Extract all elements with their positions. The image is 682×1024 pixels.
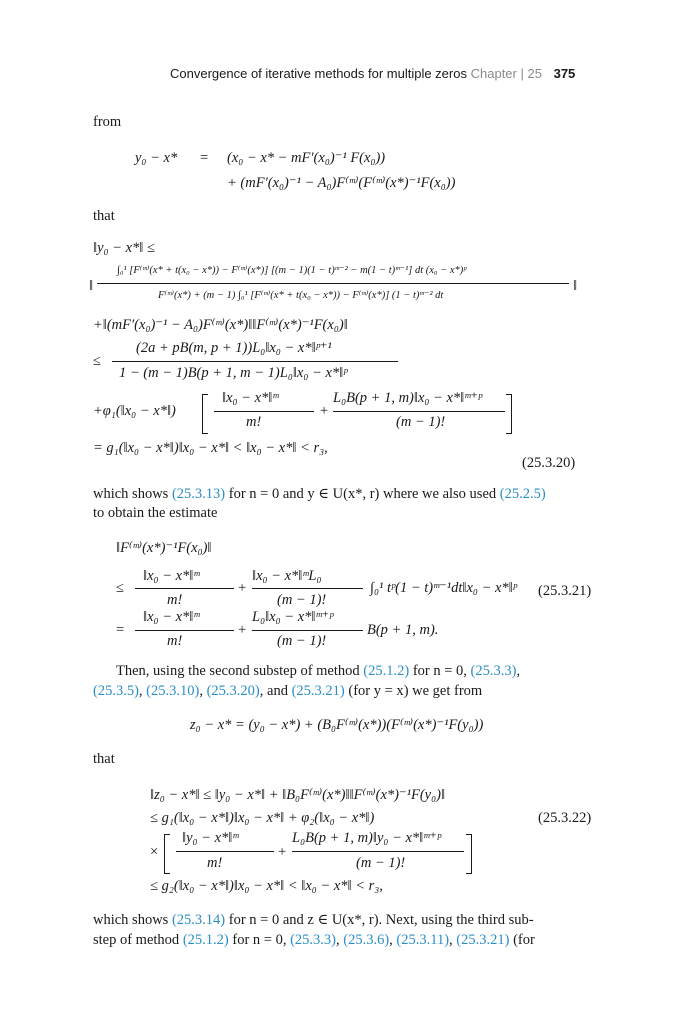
eq1-rhs-line1: (x₀ − x* − mF′(x₀)⁻¹ F(x₀)) (227, 150, 386, 166)
norm-plus-term: +‖(mF′(x₀)⁻¹ − A₀)F⁽ᵐ⁾(x*)‖‖F⁽ᵐ⁾(x*)⁻¹F(x₀)‖ (93, 317, 348, 333)
header-title: Convergence of iterative methods for multiple zeros (170, 66, 467, 81)
bracket1-frac-a-num: ‖x₀ − x*‖ᵐ (222, 390, 279, 406)
paragraph-then-line1 (116, 663, 520, 680)
text-fragment: = x (381, 683, 404, 699)
text-fragment: ∈ U(x*, r (313, 912, 374, 928)
text-fragment: , (449, 932, 457, 948)
ref-25-3-13[interactable]: (25.3.13) (171, 486, 226, 502)
est-beta-tail: B(p + 1, m). (367, 622, 439, 638)
text-fragment: , (336, 932, 344, 948)
eq-z0: z₀ − x* = (y₀ − x*) + (B₀F⁽ᵐ⁾(x*))(F⁽ᵐ⁾(x*)⁻¹F(y₀)) (190, 717, 484, 733)
text-fragment: step of method (93, 932, 183, 948)
paragraph-then-line2 (93, 683, 482, 700)
bracket-left-2 (164, 834, 170, 874)
text-fragment: for n = 0, (228, 932, 291, 948)
bracket1-frac-b-num: L₀B(p + 1, m)‖x₀ − x*‖ᵐ⁺ᵖ (333, 390, 483, 406)
big-fraction-rule (97, 283, 569, 284)
est-plus-2: + (238, 622, 247, 638)
ref-25-3-3-b[interactable]: (25.3.3) (290, 932, 336, 948)
eq1-rhs-line2: + (mF′(x₀)⁻¹ − A₀)F⁽ᵐ⁾(F⁽ᵐ⁾(x*)⁻¹F(x₀)) (227, 175, 456, 191)
paragraph-which-shows-1 (93, 486, 546, 503)
ref-25-3-5[interactable]: (25.3.5) (93, 683, 139, 699)
est-frac-b-rule (252, 588, 363, 589)
z-line4: ≤ g₂(‖x₀ − x*‖)‖x₀ − x*‖ < ‖x₀ − x*‖ < r₃, (150, 878, 383, 894)
est-frac-d-num: L₀‖x₀ − x*‖ᵐ⁺ᵖ (252, 609, 334, 625)
ref-25-3-14[interactable]: (25.3.14) (171, 912, 226, 928)
bracket-right-2 (466, 834, 472, 874)
ref-25-3-6[interactable]: (25.3.6) (343, 932, 390, 948)
eq-number-25-3-22: (25.3.22) (538, 810, 592, 826)
eq1-lhs: y₀ − x* (135, 150, 178, 166)
ref-25-1-2-b[interactable]: (25.1.2) (182, 932, 229, 948)
text-fragment: which shows (93, 912, 172, 928)
est-frac-a-rule (135, 588, 234, 589)
frac1-rule (112, 361, 398, 362)
est-le: ≤ (116, 580, 124, 596)
z-frac-a-den: m! (207, 855, 223, 871)
bracket1-frac-a-rule (214, 411, 314, 412)
z-frac-b-num: L₀B(p + 1, m)‖y₀ − x*‖ᵐ⁺ᵖ (292, 830, 442, 846)
text-fragment: , (138, 683, 147, 699)
frac1-numerator: (2a + pB(m, p + 1))L₀‖x₀ − x*‖ᵖ⁺¹ (136, 340, 332, 356)
text-fragment: ). Next, using the third sub- (373, 912, 534, 928)
est-plus: + (238, 580, 247, 596)
eq1-equals: = (200, 150, 209, 166)
est-eq: = (116, 622, 125, 638)
big-fraction-numerator: ∫₀¹ [F⁽ᵐ⁾(x* + t(x₀ − x*)) − F⁽ᵐ⁾(x*)] [(m − 1)(1 − t)ᵐ⁻² − m(1 − t)ᵐ⁻¹] dt (x₀ − x*)ᵖ (117, 265, 467, 276)
z-frac-a-rule (176, 851, 274, 852)
est-frac-c-num: ‖x₀ − x*‖ᵐ (143, 609, 200, 625)
ref-25-2-5[interactable]: (25.2.5) (499, 486, 546, 502)
ref-25-3-11[interactable]: (25.3.11) (396, 932, 450, 948)
est-frac-d-rule (252, 630, 363, 631)
z-line1: ‖z₀ − x*‖ ≤ ‖y₀ − x*‖ + ‖B₀F⁽ᵐ⁾(x*)‖‖F⁽ᵐ⁾(x*)⁻¹F(y₀)‖ (150, 787, 446, 803)
word-that-2: that (93, 751, 115, 767)
ref-25-1-2[interactable]: (25.1.2) (363, 663, 410, 679)
est-integral: ∫₀¹ tᵖ(1 − t)ᵐ⁻¹dt‖x₀ − x*‖ᵖ (370, 580, 517, 596)
running-header (170, 66, 575, 81)
text-fragment: ∈ U(x*, r (314, 486, 375, 502)
ref-25-3-20[interactable]: (25.3.20) (206, 683, 260, 699)
paragraph-step-line (93, 932, 535, 949)
z-plus: + (278, 844, 287, 860)
bracket1-frac-b-rule (333, 411, 505, 412)
bracket1-frac-b-den: (m − 1)! (396, 414, 446, 430)
z-frac-b-den: (m − 1)! (356, 855, 406, 871)
header-separator: | (520, 66, 524, 81)
ref-25-3-21[interactable]: (25.3.21) (291, 683, 345, 699)
phi1-term: +φ₁(‖x₀ − x*‖) (93, 403, 176, 419)
header-chapter-label: Chapter (470, 66, 517, 81)
text-fragment: for n = 0, (409, 663, 471, 679)
est-frac-c-den: m! (167, 633, 183, 649)
text-fragment: ) where we also used (374, 486, 500, 502)
frac1-denominator: 1 − (m − 1)B(p + 1, m − 1)L₀‖x₀ − x*‖ᵖ (119, 365, 348, 381)
eq-number-25-3-21: (25.3.21) (538, 583, 592, 599)
ref-25-3-3[interactable]: (25.3.3) (470, 663, 517, 679)
text-fragment: Then, using the second substep of method (116, 663, 364, 679)
page-number: 375 (553, 66, 576, 81)
est-frac-a-num: ‖x₀ − x*‖ᵐ (143, 568, 200, 584)
text-fragment: (for (509, 932, 535, 948)
bracket1-frac-a-den: m! (246, 414, 262, 430)
big-fraction-denominator: F⁽ᵐ⁾(x*) + (m − 1) ∫₀¹ [F⁽ᵐ⁾(x* + t(x₀ − x*)) − F⁽ᵐ⁾(x*)] (1 − t)ᵐ⁻² dt (158, 290, 444, 301)
est-frac-c-rule (135, 630, 234, 631)
text-fragment: for n = 0 and y (225, 486, 315, 502)
bracket1-plus: + (320, 403, 329, 419)
text-to-obtain: to obtain the estimate (93, 505, 218, 521)
norm-bar-right: ‖ (573, 278, 578, 294)
eq-number-25-3-20: (25.3.20) (522, 455, 576, 471)
norm-lhs: ‖y₀ − x*‖ ≤ (93, 240, 155, 256)
est-frac-b-den: (m − 1)! (277, 592, 327, 608)
est-frac-b-num: ‖x₀ − x*‖ᵐL₀ (252, 568, 322, 584)
header-chapter-number: 25 (527, 66, 542, 81)
text-fragment: for n = 0 and z (225, 912, 314, 928)
z-line2: ≤ g₁(‖x₀ − x*‖)‖x₀ − x*‖ + φ₂(‖x₀ − x*‖) (150, 810, 375, 826)
norm-final-line: = g₁(‖x₀ − x*‖)‖x₀ − x*‖ < ‖x₀ − x*‖ < r₃, (93, 440, 328, 456)
text-fragment: , (516, 663, 521, 679)
word-that-1: that (93, 208, 115, 224)
norm-bar-left: ‖ (89, 278, 94, 294)
ref-25-3-10[interactable]: (25.3.10) (146, 683, 200, 699)
text-fragment: , (389, 932, 397, 948)
est-frac-a-den: m! (167, 592, 183, 608)
text-fragment: , (199, 683, 207, 699)
est-frac-d-den: (m − 1)! (277, 633, 327, 649)
ref-25-3-21-b[interactable]: (25.3.21) (456, 932, 510, 948)
text-fragment: ) we get from (403, 683, 483, 699)
bracket-right-1 (506, 394, 512, 434)
est-lhs: ‖F⁽ᵐ⁾(x*)⁻¹F(x₀)‖ (116, 540, 212, 556)
z-times: × (150, 844, 159, 860)
z-frac-a-num: ‖y₀ − x*‖ᵐ (182, 830, 239, 846)
text-fragment: , and (259, 683, 292, 699)
text-fragment: (for y (344, 683, 381, 699)
norm-le-1: ≤ (93, 353, 101, 369)
word-from: from (93, 114, 122, 130)
paragraph-which-shows-2 (93, 912, 534, 929)
z-frac-b-rule (292, 851, 464, 852)
bracket-left-1 (202, 394, 208, 434)
text-fragment: which shows (93, 486, 172, 502)
